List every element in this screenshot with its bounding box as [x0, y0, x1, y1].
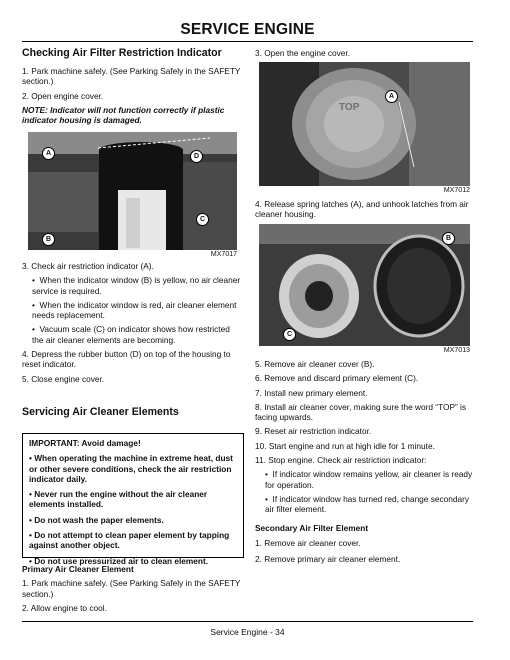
- sub-heading-secondary: Secondary Air Filter Element: [255, 523, 369, 533]
- important-item: • Do not use pressurized air to clean element.: [29, 555, 209, 566]
- step-1: 1. Park machine safely. (See Parking Safely in the SAFETY section.): [22, 66, 241, 87]
- step-3: 3. Check air restriction indicator (A).: [22, 261, 154, 271]
- step-2: 2. Remove primary air cleaner element.: [255, 553, 401, 564]
- cover-steps: [255, 359, 473, 515]
- indicator-photo: [28, 132, 237, 250]
- callout-a: A: [385, 90, 398, 103]
- bullet-red: • If indicator window has turned red, change secondary air filter element.: [265, 493, 469, 515]
- page-title: SERVICE ENGINE: [180, 21, 315, 38]
- step-2: 2. Open engine cover.: [22, 90, 104, 101]
- step-10: 10. Start engine and run at high idle for 1 minute.: [255, 440, 435, 451]
- footer-rule: [22, 621, 473, 622]
- callout-b: B: [42, 233, 55, 246]
- section-heading-indicator: Checking Air Filter Restriction Indicator: [22, 47, 222, 59]
- photo-caption-mx7012: MX7012: [443, 187, 470, 194]
- callout-c: C: [283, 328, 296, 341]
- step-8: 8. Install air cleaner cover, making sure the word “TOP” is facing upwards.: [255, 401, 467, 423]
- primary-element-section: [22, 564, 242, 613]
- bullet-vacuum: • Vacuum scale (C) on indicator shows how restricted the air cleaner elements are becoming.: [32, 324, 230, 345]
- callout-b: B: [442, 232, 455, 245]
- bullet-red: • When the indicator window is red, air cleaner element needs replacement.: [32, 299, 237, 321]
- photo-caption-mx7013: MX7013: [443, 347, 470, 354]
- callout-d: D: [190, 150, 203, 163]
- important-item: • Do not wash the paper elements.: [29, 514, 164, 525]
- callout-a: A: [42, 147, 55, 160]
- indicator-steps: [22, 261, 242, 384]
- bullet-yellow: • If indicator window remains yellow, air cleaner is ready for operation.: [265, 469, 473, 490]
- step-4: 4. Depress the rubber button (D) on top of the housing to reset indicator.: [22, 349, 231, 370]
- bullet-yellow: • When the indicator window (B) is yellow, no air cleaner service is required.: [32, 275, 241, 296]
- step-7: 7. Install new primary element.: [255, 387, 368, 398]
- important-title: IMPORTANT: Avoid damage!: [29, 438, 141, 448]
- step-1: 1. Park machine safely. (See Parking Safely in the SAFETY section.): [22, 578, 241, 599]
- sub-heading-primary: Primary Air Cleaner Element: [22, 564, 134, 574]
- important-item: • Never run the engine without the air cleaner elements installed.: [29, 489, 208, 510]
- engine-cover-photo: [259, 62, 470, 186]
- step-9: 9. Reset air restriction indicator.: [255, 426, 372, 437]
- header-rule: [22, 41, 473, 42]
- step-5: 5. Remove air cleaner cover (B).: [255, 359, 375, 369]
- steps-intro: [22, 66, 242, 125]
- photo-caption-mx7017: MX7017: [210, 251, 237, 258]
- step-1: 1. Remove air cleaner cover.: [255, 538, 361, 549]
- callout-c: C: [196, 213, 209, 226]
- step-11: 11. Stop engine. Check air restriction indicator:: [255, 455, 427, 466]
- note: NOTE: Indicator will not function correctly if plastic indicator housing is damaged.: [22, 104, 225, 126]
- important-item: • When operating the machine in extreme heat, dust or other severe conditions, check the air restriction indicator daily.: [29, 453, 233, 484]
- important-item: • Do not attempt to clean paper element by tapping against another object.: [29, 530, 230, 551]
- step-6: 6. Remove and discard primary element (C).: [255, 373, 419, 384]
- step-3-open-cover: 3. Open the engine cover.: [255, 48, 351, 58]
- svg-text:TOP: TOP: [339, 102, 360, 113]
- page-footer: Service Engine - 34: [210, 627, 285, 637]
- section-heading-servicing: Servicing Air Cleaner Elements: [22, 406, 179, 418]
- step-4-release-latches: 4. Release spring latches (A), and unhook latches from air cleaner housing.: [255, 199, 469, 220]
- important-box: [22, 433, 244, 566]
- secondary-element-section: [255, 523, 473, 564]
- step-5: 5. Close engine cover.: [22, 373, 105, 384]
- step-2: 2. Allow engine to cool.: [22, 602, 107, 613]
